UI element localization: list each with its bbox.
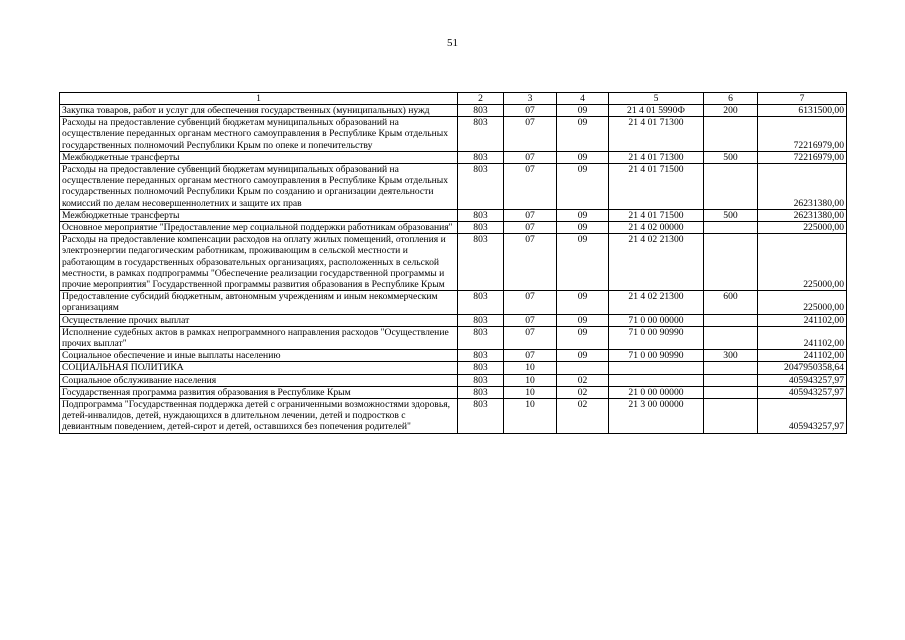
expense-type-cell (704, 326, 758, 349)
table-row (60, 326, 847, 349)
expense-type-cell: 300 (704, 350, 758, 362)
chapter-code-cell: 10 (504, 399, 557, 434)
row-name-cell: Расходы на предоставление компенсации расходов на оплату жилых помещений, отопления и электроэнергии педагогическим работникам, проживающим в сельской местности и работающим в государственных образовательных организациях, расположенных в сельской местности, в рамках подпрограммы "Обеспечение реализации государственной программы и прочие мероприятия" Государственной программы развития образования в Республике Крым (60, 234, 458, 291)
row-name-cell: Основное мероприятие "Предоставление мер социальной поддержки работникам образования" (60, 222, 458, 234)
row-name-cell: Предоставление субсидий бюджетным, автономным учреждениям и иным некоммерческим организациям (60, 291, 458, 314)
subsection-code-cell: 09 (557, 117, 609, 152)
subsection-code-cell: 09 (557, 350, 609, 362)
target-article-cell: 21 0 00 00000 (609, 386, 704, 398)
section-code-cell: 803 (458, 291, 504, 314)
expense-type-cell (704, 117, 758, 152)
chapter-code-cell: 10 (504, 386, 557, 398)
chapter-code-cell: 07 (504, 164, 557, 210)
expense-type-cell (704, 374, 758, 386)
table-row (60, 386, 847, 398)
chapter-code-cell: 07 (504, 291, 557, 314)
expense-type-cell: 500 (704, 151, 758, 163)
table-row (60, 291, 847, 314)
chapter-code-cell: 07 (504, 209, 557, 221)
header-cell-4: 4 (557, 93, 609, 105)
section-code-cell: 803 (458, 362, 504, 374)
table-row (60, 350, 847, 362)
target-article-cell: 21 4 01 71300 (609, 151, 704, 163)
table-row (60, 222, 847, 234)
row-name-cell: Исполнение судебных актов в рамках непрограммного направления расходов "Осуществление прочих выплат" (60, 326, 458, 349)
chapter-code-cell: 07 (504, 314, 557, 326)
target-article-cell: 21 4 01 71500 (609, 164, 704, 210)
section-code-cell: 803 (458, 164, 504, 210)
chapter-code-cell: 07 (504, 151, 557, 163)
header-cell-7: 7 (758, 93, 847, 105)
table-row (60, 399, 847, 434)
section-code-cell: 803 (458, 151, 504, 163)
amount-cell: 26231380,00 (758, 209, 847, 221)
section-code-cell: 803 (458, 326, 504, 349)
row-name-cell: Межбюджетные трансферты (60, 209, 458, 221)
amount-cell: 241102,00 (758, 326, 847, 349)
amount-cell: 72216979,00 (758, 151, 847, 163)
budget-table (59, 92, 847, 434)
expense-type-cell (704, 362, 758, 374)
chapter-code-cell: 07 (504, 105, 557, 117)
expense-type-cell (704, 234, 758, 291)
section-code-cell: 803 (458, 350, 504, 362)
chapter-code-cell: 07 (504, 222, 557, 234)
target-article-cell (609, 362, 704, 374)
target-article-cell: 71 0 00 90990 (609, 326, 704, 349)
row-name-cell: Государственная программа развития образования в Республике Крым (60, 386, 458, 398)
expense-type-cell (704, 222, 758, 234)
expense-type-cell: 500 (704, 209, 758, 221)
table-row (60, 117, 847, 152)
expense-type-cell (704, 399, 758, 434)
section-code-cell: 803 (458, 234, 504, 291)
expense-type-cell: 600 (704, 291, 758, 314)
target-article-cell: 21 4 01 5990Ф (609, 105, 704, 117)
page-number: 51 (447, 37, 458, 49)
amount-cell: 405943257,97 (758, 399, 847, 434)
amount-cell: 405943257,97 (758, 386, 847, 398)
subsection-code-cell: 02 (557, 374, 609, 386)
chapter-code-cell: 07 (504, 234, 557, 291)
target-article-cell: 71 0 00 90990 (609, 350, 704, 362)
header-cell-1: 1 (60, 93, 458, 105)
row-name-cell: СОЦИАЛЬНАЯ ПОЛИТИКА (60, 362, 458, 374)
table-body (60, 105, 847, 434)
row-name-cell: Подпрограмма "Государственная поддержка детей с ограниченными возможностями здоровья, детей-инвалидов, детей, нуждающихся в длительном лечении, детей и подростков с девиантным поведением, детей-сирот и детей, оставшихся без попечения родителей" (60, 399, 458, 434)
row-name-cell: Закупка товаров, работ и услуг для обеспечения государственных (муниципальных) нужд (60, 105, 458, 117)
section-code-cell: 803 (458, 209, 504, 221)
subsection-code-cell: 09 (557, 291, 609, 314)
section-code-cell: 803 (458, 386, 504, 398)
table-row (60, 362, 847, 374)
chapter-code-cell: 07 (504, 117, 557, 152)
header-cell-2: 2 (458, 93, 504, 105)
subsection-code-cell: 09 (557, 105, 609, 117)
table-row (60, 209, 847, 221)
amount-cell: 72216979,00 (758, 117, 847, 152)
amount-cell: 241102,00 (758, 314, 847, 326)
subsection-code-cell (557, 362, 609, 374)
chapter-code-cell: 10 (504, 374, 557, 386)
header-cell-6: 6 (704, 93, 758, 105)
target-article-cell: 71 0 00 00000 (609, 314, 704, 326)
row-name-cell: Социальное обеспечение и иные выплаты населению (60, 350, 458, 362)
section-code-cell: 803 (458, 314, 504, 326)
amount-cell: 225000,00 (758, 234, 847, 291)
amount-cell: 225000,00 (758, 222, 847, 234)
table-row (60, 151, 847, 163)
target-article-cell: 21 4 01 71500 (609, 209, 704, 221)
target-article-cell (609, 374, 704, 386)
chapter-code-cell: 07 (504, 350, 557, 362)
subsection-code-cell: 09 (557, 151, 609, 163)
table-row (60, 105, 847, 117)
table-header-row (60, 93, 847, 105)
target-article-cell: 21 3 00 00000 (609, 399, 704, 434)
section-code-cell: 803 (458, 222, 504, 234)
subsection-code-cell: 02 (557, 386, 609, 398)
header-cell-3: 3 (504, 93, 557, 105)
target-article-cell: 21 4 01 71300 (609, 117, 704, 152)
section-code-cell: 803 (458, 399, 504, 434)
amount-cell: 405943257,97 (758, 374, 847, 386)
amount-cell: 241102,00 (758, 350, 847, 362)
subsection-code-cell: 09 (557, 164, 609, 210)
subsection-code-cell: 09 (557, 222, 609, 234)
target-article-cell: 21 4 02 21300 (609, 234, 704, 291)
amount-cell: 6131500,00 (758, 105, 847, 117)
amount-cell: 26231380,00 (758, 164, 847, 210)
target-article-cell: 21 4 02 21300 (609, 291, 704, 314)
subsection-code-cell: 09 (557, 326, 609, 349)
section-code-cell: 803 (458, 117, 504, 152)
row-name-cell: Осуществление прочих выплат (60, 314, 458, 326)
subsection-code-cell: 09 (557, 209, 609, 221)
table-row (60, 314, 847, 326)
section-code-cell: 803 (458, 105, 504, 117)
subsection-code-cell: 09 (557, 314, 609, 326)
expense-type-cell (704, 386, 758, 398)
subsection-code-cell: 09 (557, 234, 609, 291)
row-name-cell: Социальное обслуживание населения (60, 374, 458, 386)
table-row (60, 234, 847, 291)
amount-cell: 2047950358,64 (758, 362, 847, 374)
target-article-cell: 21 4 02 00000 (609, 222, 704, 234)
expense-type-cell (704, 314, 758, 326)
table-row (60, 164, 847, 210)
expense-type-cell: 200 (704, 105, 758, 117)
section-code-cell: 803 (458, 374, 504, 386)
row-name-cell: Межбюджетные трансферты (60, 151, 458, 163)
table-row (60, 374, 847, 386)
chapter-code-cell: 07 (504, 326, 557, 349)
expense-type-cell (704, 164, 758, 210)
subsection-code-cell: 02 (557, 399, 609, 434)
row-name-cell: Расходы на предоставление субвенций бюджетам муниципальных образований на осуществление переданных органам местного самоуправления в Республике Крым отдельных государственных полномочий Республики Крым по созданию и организации деятельности комиссий по делам несовершеннолетних и защите их прав (60, 164, 458, 210)
row-name-cell: Расходы на предоставление субвенций бюджетам муниципальных образований на осуществление переданных органам местного самоуправления в Республике Крым отдельных государственных полномочий Республики Крым по опеке и попечительству (60, 117, 458, 152)
header-cell-5: 5 (609, 93, 704, 105)
amount-cell: 225000,00 (758, 291, 847, 314)
chapter-code-cell: 10 (504, 362, 557, 374)
